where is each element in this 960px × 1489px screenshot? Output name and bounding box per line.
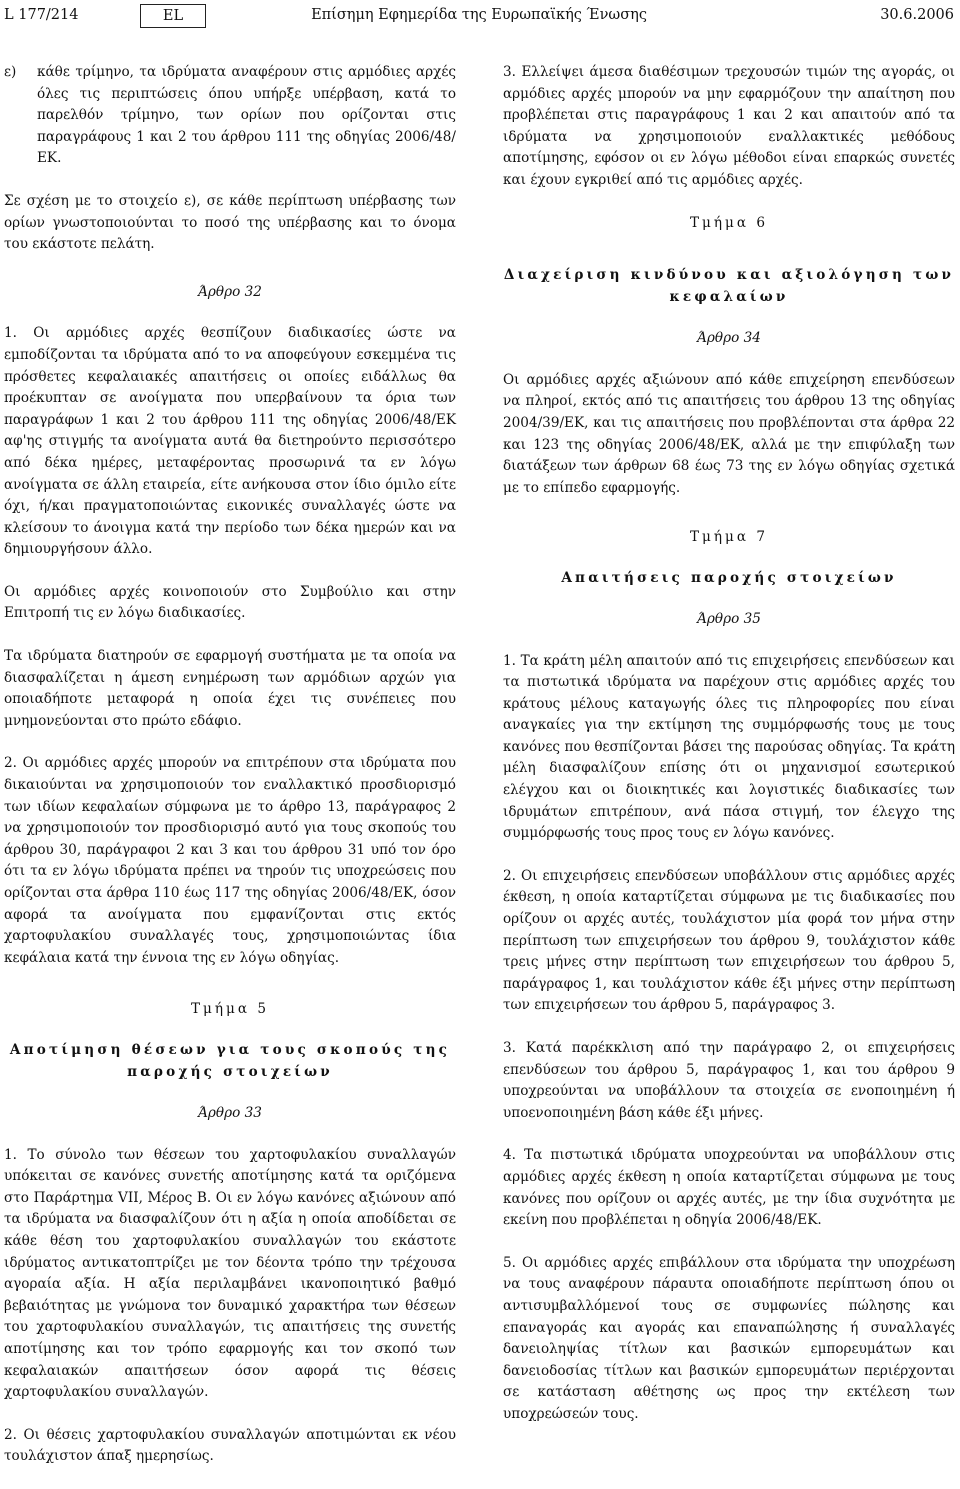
list-marker: ε) <box>4 64 17 80</box>
paragraph: 1. Τα κράτη μέλη απαιτούν από τις επιχειρήσεις επενδύσεων και τα πιστωτικά ιδρύματα να παρέχουν στις αρμόδιες αρχές του κράτους μέλους καταγωγής όλες τις πληροφορίες που είναι αναγκαίες για την εκτίμηση της συμμόρφωσής τους με τους κανόνες που θεσπίζονται βάσει της παρούσας οδηγίας. Τα κράτη μέλη διασφαλίζουν επίσης ότι οι μηχανισμοί εσωτερικού ελέγχου και οι διοικητικές και λογιστικές διαδικασίες των ιδρυμάτων επιτρέπουν, ανά πάσα στιγμή, τον έλεγχο της συμμόρφωσής τους προς τους εν λόγω κανόνες. <box>503 652 955 842</box>
paragraph: 4. Τα πιστωτικά ιδρύματα υποχρεούνται να υποβάλλουν στις αρμόδιες αρχές έκθεση η οποία καταρτίζεται σύμφωνα με τους κανόνες που ορίζουν οι αρχές αυτές, με την ίδια συχνότητα με εκείνη που προβλέπεται η οδηγία 2006/48/ΕΚ. <box>503 1147 955 1229</box>
section-heading-6: Τμήμα 6 <box>689 214 769 231</box>
paragraph: 5. Οι αρμόδιες αρχές επιβάλλουν στα ιδρύματα την υποχρέωση να τους αναφέρουν πάραυτα οποιαδήποτε περίπτωση όπου οι αντισυμβαλλόμενοί τους σε συμφωνίες πώλησης και επαναγοράς και αγοράς και επαναπώλησης ή συναλλαγές δανειοληψίας τίτλων και βασικών εμπορευμάτων και δανειοδοσίας τίτλων και βασικών εμπορευμάτων περιέρχονται σε κατάσταση αθέτησης ως προς την εκτέλεση των υποχρεώσεών τους. <box>503 1254 955 1422</box>
paragraph: 3. Ελλείψει άμεσα διαθέσιμων τρεχουσών τιμών της αγοράς, οι αρμόδιες αρχές μπορούν να μην εφαρμόζουν την απαίτηση που προβλέπεται στις παραγράφους 1 και 2 και απαιτούν από τα ιδρύματα να χρησιμοποιούν εναλλακτικές μεθόδους αποτίμησης, εφόσον οι εν λόγω μέθοδοι είναι επαρκώς συνετές και έχουν εγκριθεί από τις αρμόδιες αρχές. <box>503 64 955 188</box>
paragraph: Οι αρμόδιες αρχές κοινοποιούν στο Συμβούλιο και στην Επιτροπή τις εν λόγω διαδικασίες. <box>4 583 456 622</box>
paragraph: 3. Κατά παρέκκλιση από την παράγραφο 2, οι επιχειρήσεις επενδύσεων του άρθρου 5, παράγραφος 1, και του άρθρου 9 υποχρεούνται να υποβάλλουν τα στοιχεία σε ενοποιημένη ή υποενοποιημένη βάση κάθε έξι μήνες. <box>503 1040 955 1121</box>
paragraph: κάθε τρίμηνο, τα ιδρύματα αναφέρουν στις αρμόδιες αρχές όλες τις περιπτώσεις όπου υπήρξε υπέρβαση, κατά το παρελθόν τρίμηνο, των ορίων που ορίζονται στις παραγράφους 1 και 2 του άρθρου 111 της οδηγίας 2006/48/ΕΚ. <box>37 64 456 167</box>
paragraph: 2. Οι θέσεις χαρτοφυλακίου συναλλαγών αποτιμώνται εκ νέου τουλάχιστον άπαξ ημερησίως. <box>4 1426 456 1465</box>
page-header <box>4 4 954 30</box>
section-title-7: Απαιτήσεις παροχής στοιχείων <box>561 569 897 586</box>
section-title-5: Αποτίμηση θέσεων για τους σκοπούς της παροχής στοιχείων <box>9 1041 451 1080</box>
paragraph: 2. Οι αρμόδιες αρχές μπορούν να επιτρέπουν στα ιδρύματα που δικαιούνται να χρησιμοποιούν τον εναλλακτικό προσδιορισμό των ιδίων κεφαλαίων σύμφωνα με το άρθρο 13, παράγραφος 2 να χρησιμοποιούν τον προσδιορισμό αυτό για τους σκοπούς του άρθρου 30, παράγραφοι 2 και 3 και του άρθρου 31 υπό τον όρο ότι τα εν λόγω ιδρύματα πρέπει να τηρούν τις υποχρεώσεις που ορίζονται στα άρθρα 110 έως 117 της οδηγίας 2006/48/ΕΚ, όσον αφορά τα ανοίγματα που εμφανίζονται στις εκτός χαρτοφυλακίου συναλλαγές τους, χρησιμοποιώντας ίδια κεφάλαια κατά την έννοια της εν λόγω οδηγίας. <box>4 755 456 966</box>
paragraph: Οι αρμόδιες αρχές αξιώνουν από κάθε επιχείρηση επενδύσεων να πληροί, εκτός από τις απαιτήσεις του άρθρου 13 της οδηγίας 2004/39/ΕΚ, και τις απαιτήσεις που προβλέπονται στα άρθρα 22 και 123 της οδηγίας 2006/48/ΕΚ, αλλά με την επιφύλαξη των διατάξεων των άρθρων 68 έως 73 της εν λόγω οδηγίας σχετικά με το επίπεδο εφαρμογής. <box>503 371 955 496</box>
article-heading-33: Άρθρο 33 <box>198 1104 262 1121</box>
list-item-e <box>4 62 456 170</box>
paragraph: 1. Το σύνολο των θέσεων του χαρτοφυλακίου συναλλαγών υπόκειται σε κανόνες συνετής αποτίμησης κατά τα οριζόμενα στο Παράρτημα VII, Μέρος B. Οι εν λόγω κανόνες αξιώνουν από τα ιδρύματα να διασφαλίζουν ότι η αξία η οποία αποδίδεται σε κάθε θέση του χαρτοφυλακίου συναλλαγών του εκάστοτε ιδρύματος αντικατοπτρίζει με τον δέοντα τρόπο την τρέχουσα αγοραία αξία. Η αξία περιλαμβάνει ικανοποιητικό βαθμό βεβαιότητας με γνώμονα τον δυναμικό χαρακτήρα των θέσεων του χαρτοφυλακίου συναλλαγών, τις απαιτήσεις της συνετής αποτίμησης και τον τρόπο εφαρμογής και τον σκοπό των κεφαλαιακών απαιτήσεων όσον αφορά τις θέσεις χαρτοφυλακίου συναλλαγών. <box>4 1146 456 1401</box>
journal-title: Επίσημη Εφημερίδα της Ευρωπαϊκής Ένωσης <box>311 7 647 23</box>
paragraph: 1. Οι αρμόδιες αρχές θεσπίζουν διαδικασίες ώστε να εμποδίζονται τα ιδρύματα από το να αποφεύγουν εσκεμμένα τις πρόσθετες κεφαλαιακές απαιτήσεις οι οποίες ειδάλλως θα προέκυπταν σε ανοίγματα που υπερβαίνουν τα όρια των παραγράφων 1 και 2 του άρθρου 111 της οδηγίας 2006/48/ΕΚ αφ'ης στιγμής τα ανοίγματα αυτά θα διετηρούντο περισσότερο από δέκα ημέρες, μεταφέροντας προσωρινά τα εν λόγω ανοίγματα σε άλλη εταιρεία, είτε ανήκουσα στον ίδιο όμιλο είτε όχι, ή/και πραγματοποιώντας εικονικές συναλλαγές ώστε να κλείσουν το άνοιγμα κατά την περίοδο των δέκα ημερών και να δημιουργήσουν άλλο. <box>4 325 456 558</box>
paragraph: 2. Οι επιχειρήσεις επενδύσεων υποβάλλουν στις αρμόδιες αρχές έκθεση, η οποία καταρτίζεται σύμφωνα με τις διαδικασίες που ορίζουν οι αρχές αυτές, τουλάχιστον μία φορά τον μήνα στην περίπτωση των επιχειρήσεων του άρθρου 9, τουλάχιστον κάθε τρεις μήνες στην περίπτωση των επιχειρήσεων του άρθρου 5, παράγραφος 1, και τουλάχιστον κάθε έξι μήνες στην περίπτωση των επιχειρήσεων του άρθρου 5, παράγραφος 3. <box>503 867 955 1014</box>
language-box: EL <box>140 4 206 28</box>
article-heading-35: Άρθρο 35 <box>697 610 761 627</box>
page-number: L 177/214 <box>4 7 79 23</box>
publication-date: 30.6.2006 <box>880 7 954 23</box>
right-column <box>503 62 955 1447</box>
paragraph: Σε σχέση με το στοιχείο ε), σε κάθε περίπτωση υπέρβασης των ορίων γνωστοποιούνται το ποσό της υπέρβασης και το όνομα του εκάστοτε πελάτη. <box>4 192 456 253</box>
section-heading-5: Τμήμα 5 <box>190 1001 270 1018</box>
left-column <box>4 62 456 1489</box>
section-heading-7: Τμήμα 7 <box>689 529 769 546</box>
article-heading-32: Άρθρο 32 <box>198 283 262 300</box>
article-heading-34: Άρθρο 34 <box>697 330 761 347</box>
paragraph: Τα ιδρύματα διατηρούν σε εφαρμογή συστήματα με τα οποία να διασφαλίζεται η άμεση ενημέρωση των αρμόδιων αρχών για οποιαδήποτε μεταφορά η οποία έχει τις συνέπειες που μνημονεύονται στο πρώτο εδάφιο. <box>4 648 456 729</box>
section-title-6: Διαχείριση κινδύνου και αξιολόγηση των κεφαλαίων <box>503 267 955 306</box>
